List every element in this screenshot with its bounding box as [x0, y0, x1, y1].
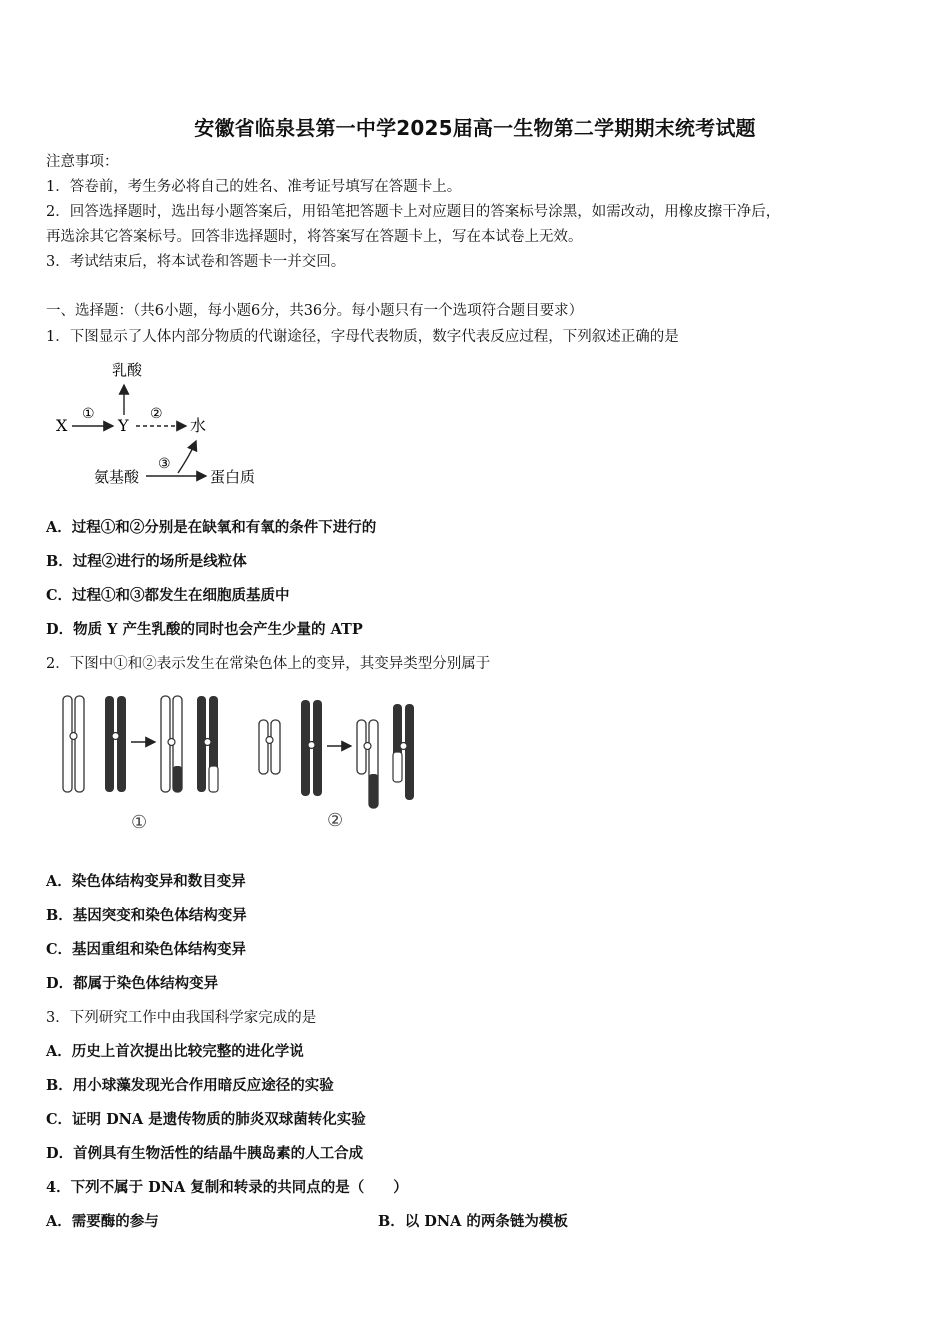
step3-label: ③ — [158, 456, 171, 472]
q2-stem: 2．下图中①和②表示发生在常染色体上的变异，其变异类型分别属于 — [46, 656, 491, 672]
notice-item: 1．答卷前，考生务必将自己的姓名、准考证号填写在答题卡上。 — [46, 179, 462, 195]
q1-option-b: B．过程②进行的场所是线粒体 — [46, 553, 247, 570]
notice-item: 3．考试结束后，将本试卷和答题卡一并交回。 — [46, 254, 346, 270]
centromere — [364, 743, 371, 750]
chromosome-black — [313, 700, 322, 796]
centromere — [400, 743, 407, 750]
page-title: 安徽省临泉县第一中学2025届高一生物第二学期期末统考试题 — [194, 116, 756, 140]
metabolism-diagram — [50, 355, 280, 495]
notice-heading: 注意事项： — [46, 154, 119, 170]
chromosome-white — [63, 696, 72, 792]
q4-option-a: A．需要酶的参与 — [46, 1213, 159, 1230]
amino-acid-label: 氨基酸 — [94, 468, 140, 486]
figure-2-label: ② — [327, 810, 344, 831]
q3-option-a: A．历史上首次提出比较完整的进化学说 — [46, 1043, 304, 1060]
protein-label: 蛋白质 — [210, 468, 256, 486]
arrow-step3-branch — [178, 441, 196, 473]
chromosome-white — [259, 720, 268, 774]
q4-option-b: B．以 DNA 的两条链为模板 — [378, 1213, 568, 1230]
notice-item: 2．回答选择题时，选出每小题答案后，用铅笔把答题卡上对应题目的答案标号涂黑，如需改动，用橡皮擦干净后， — [46, 204, 781, 220]
chromosome-white — [75, 696, 84, 792]
chromosome-black — [301, 700, 310, 796]
q3-option-c: C．证明 DNA 是遗传物质的肺炎双球菌转化实验 — [46, 1111, 366, 1128]
notice-item: 再选涂其它答案标号。回答非选择题时，将答案写在答题卡上，写在本试卷上无效。 — [46, 229, 583, 245]
exchanged-segment — [173, 766, 182, 792]
q2-option-a: A．染色体结构变异和数目变异 — [46, 873, 246, 890]
q2-option-c: C．基因重组和染色体结构变异 — [46, 941, 247, 958]
centromere — [266, 737, 273, 744]
y-label: Y — [118, 416, 129, 435]
water-label: 水 — [190, 416, 207, 435]
step2-label: ② — [150, 406, 163, 422]
q1-option-d: D．物质 Y 产生乳酸的同时也会产生少量的 ATP — [46, 621, 363, 638]
q1-option-c: C．过程①和③都发生在细胞质基质中 — [46, 587, 290, 604]
step1-label: ① — [82, 406, 95, 422]
translocated-segment — [369, 774, 378, 808]
chromosome-diagram — [55, 690, 435, 840]
section-heading: 一、选择题：（共6小题，每小题6分，共36分。每小题只有一个选项符合题目要求） — [46, 303, 584, 319]
q2-option-b: B．基因突变和染色体结构变异 — [46, 907, 247, 924]
q3-stem: 3．下列研究工作中由我国科学家完成的是 — [46, 1010, 317, 1026]
x-label: X — [56, 416, 68, 435]
chromosome-black — [405, 704, 414, 800]
centromere — [168, 739, 175, 746]
centromere — [204, 739, 211, 746]
q3-option-b: B．用小球藻发现光合作用暗反应途径的实验 — [46, 1077, 334, 1094]
chromosome-black — [105, 696, 114, 792]
q2-option-d: D．都属于染色体结构变异 — [46, 975, 219, 992]
centromere — [70, 733, 77, 740]
centromere — [308, 742, 315, 749]
q1-option-a: A．过程①和②分别是在缺氧和有氧的条件下进行的 — [46, 519, 377, 536]
exchanged-segment — [209, 766, 218, 792]
chromosome-black — [117, 696, 126, 792]
q1-stem: 1．下图显示了人体内部分物质的代谢途径，字母代表物质，数字代表反应过程，下列叙述正确的是 — [46, 329, 679, 345]
q3-option-d: D．首例具有生物活性的结晶牛胰岛素的人工合成 — [46, 1145, 364, 1162]
centromere — [112, 733, 119, 740]
translocated-segment — [393, 752, 402, 782]
q4-stem: 4．下列不属于 DNA 复制和转录的共同点的是（ ） — [46, 1179, 408, 1196]
figure-1-label: ① — [131, 812, 148, 833]
lactic-acid-label: 乳酸 — [112, 361, 143, 379]
chromosome-white — [271, 720, 280, 774]
